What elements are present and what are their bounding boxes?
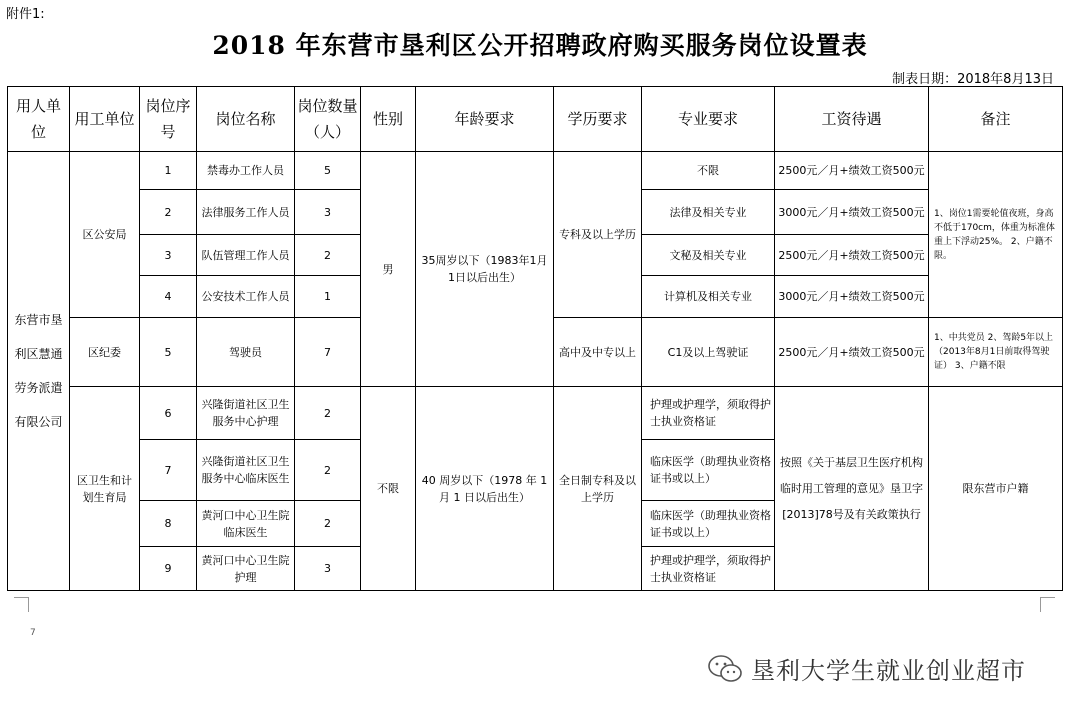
- age-35: 35周岁以下（1983年1月1日以后出生）: [416, 152, 554, 387]
- wechat-icon: [707, 654, 743, 684]
- unit-health: 区卫生和计划生育局: [70, 387, 140, 591]
- row-count: 2: [295, 235, 361, 276]
- row-salary: 2500元／月+绩效工资500元: [775, 318, 929, 387]
- row-major: 计算机及相关专业: [642, 276, 775, 318]
- attachment-label: 附件1:: [6, 7, 45, 22]
- row-salary: 3000元／月+绩效工资500元: [775, 276, 929, 318]
- gender-male: 男: [361, 152, 416, 387]
- row-salary: 2500元／月+绩效工资500元: [775, 152, 929, 190]
- row-name: 禁毒办工作人员: [197, 152, 295, 190]
- row-no: 6: [140, 387, 197, 440]
- row-major: 文秘及相关专业: [642, 235, 775, 276]
- row-name: 队伍管理工作人员: [197, 235, 295, 276]
- table-row: [8, 152, 1063, 190]
- row-name: 黄河口中心卫生院临床医生: [197, 501, 295, 547]
- row-count: 7: [295, 318, 361, 387]
- row-no: 3: [140, 235, 197, 276]
- col-count: 岗位数量（人）: [295, 87, 361, 152]
- row-name: 兴隆街道社区卫生服务中心护理: [197, 387, 295, 440]
- notes-police: 1、岗位1需要轮值夜班，身高不低于170cm，体重为标准体重上下浮动25%。 2、户籍不限。: [929, 152, 1063, 318]
- row-count: 2: [295, 501, 361, 547]
- col-major: 专业要求: [642, 87, 775, 152]
- col-no: 岗位序号: [140, 87, 197, 152]
- education-police: 专科及以上学历: [554, 152, 642, 318]
- row-name: 驾驶员: [197, 318, 295, 387]
- col-notes: 备注: [929, 87, 1063, 152]
- row-name: 兴隆街道社区卫生服务中心临床医生: [197, 440, 295, 501]
- table-date: 制表日期：2018年8月13日: [892, 72, 1054, 87]
- position-table: [7, 86, 1063, 591]
- page-number: 7: [30, 628, 36, 638]
- page-corner-mark: [14, 597, 29, 612]
- row-count: 3: [295, 547, 361, 591]
- row-salary: 2500元／月+绩效工资500元: [775, 235, 929, 276]
- notes-discipline: 1、中共党员 2、驾龄5年以上（2013年8月1日前取得驾驶证） 3、户籍不限: [929, 318, 1063, 387]
- row-no: 9: [140, 547, 197, 591]
- row-no: 2: [140, 190, 197, 235]
- row-count: 2: [295, 440, 361, 501]
- row-major: 法律及相关专业: [642, 190, 775, 235]
- row-no: 7: [140, 440, 197, 501]
- col-age: 年龄要求: [416, 87, 554, 152]
- col-unit: 用工单位: [70, 87, 140, 152]
- row-count: 1: [295, 276, 361, 318]
- row-major: C1及以上驾驶证: [642, 318, 775, 387]
- education-driver: 高中及中专以上: [554, 318, 642, 387]
- row-major: 护理或护理学，须取得护士执业资格证: [642, 387, 775, 440]
- col-education: 学历要求: [554, 87, 642, 152]
- row-count: 5: [295, 152, 361, 190]
- row-count: 3: [295, 190, 361, 235]
- age-40: 40 周岁以下（1978 年 1 月 1 日以后出生）: [416, 387, 554, 591]
- row-name: 公安技术工作人员: [197, 276, 295, 318]
- row-major: 不限: [642, 152, 775, 190]
- row-no: 4: [140, 276, 197, 318]
- col-salary: 工资待遇: [775, 87, 929, 152]
- row-major: 临床医学（助理执业资格证书或以上）: [642, 440, 775, 501]
- gender-any: 不限: [361, 387, 416, 591]
- watermark-text: 垦利大学生就业创业超市: [751, 657, 1026, 685]
- unit-police: 区公安局: [70, 152, 140, 318]
- row-name: 黄河口中心卫生院护理: [197, 547, 295, 591]
- row-no: 1: [140, 152, 197, 190]
- row-salary: 3000元／月+绩效工资500元: [775, 190, 929, 235]
- watermark: [707, 651, 1026, 686]
- page-corner-mark: [1040, 597, 1055, 612]
- table-header-row: [8, 87, 1063, 152]
- table-row: [8, 387, 1063, 440]
- row-no: 5: [140, 318, 197, 387]
- salary-health: 按照《关于基层卫生医疗机构临时用工管理的意见》垦卫字[2013]78号及有关政策执行: [775, 387, 929, 591]
- row-count: 2: [295, 387, 361, 440]
- unit-discipline: 区纪委: [70, 318, 140, 387]
- row-no: 8: [140, 501, 197, 547]
- col-gender: 性别: [361, 87, 416, 152]
- education-health: 全日制专科及以上学历: [554, 387, 642, 591]
- col-employer: 用人单位: [8, 87, 70, 152]
- page-title: 2018 年东营市垦利区公开招聘政府购买服务岗位设置表: [212, 31, 868, 60]
- notes-health: 限东营市户籍: [929, 387, 1063, 591]
- row-major: 护理或护理学，须取得护士执业资格证: [642, 547, 775, 591]
- row-major: 临床医学（助理执业资格证书或以上）: [642, 501, 775, 547]
- row-name: 法律服务工作人员: [197, 190, 295, 235]
- employer-cell: 东营市垦利区慧通劳务派遣有限公司: [8, 152, 70, 591]
- col-name: 岗位名称: [197, 87, 295, 152]
